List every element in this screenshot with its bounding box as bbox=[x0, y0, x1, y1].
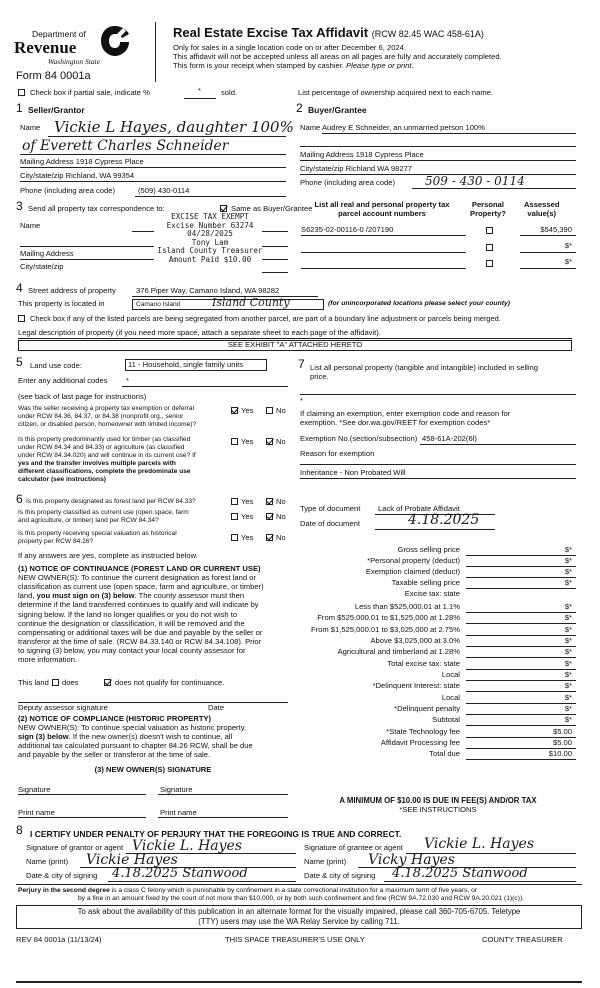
calc-value[interactable]: $* bbox=[564, 636, 572, 645]
page-title: Real Estate Excise Tax Affidavit (RCW 82.45 WAC 458-61A) bbox=[173, 25, 484, 40]
excise-exempt-stamp: EXCISE TAX EXEMPT Excise Number 63274 04/28/2025 Tony Lam Island County Treasurer Amount Paid $10.00 bbox=[157, 212, 263, 264]
personal-property-checkbox-2[interactable] bbox=[486, 244, 493, 251]
assessed-value-heading: Assessed value(s) bbox=[524, 200, 560, 219]
note-2: This affidavit will not be accepted unless all areas on all pages are fully and accurately completed. bbox=[173, 52, 502, 61]
see-instructions-note: (see back of last page for instructions) bbox=[18, 392, 147, 401]
reason-value[interactable]: Inheritance - Non Probated Will bbox=[300, 468, 406, 477]
personal-property-value[interactable]: * bbox=[300, 396, 303, 405]
doc-type-value[interactable]: Lack of Probate Affidavit bbox=[378, 504, 460, 513]
note-3: This form is your receipt when stamped by cashier. Please type or print. bbox=[173, 61, 414, 70]
calc-label: Exemption claimed (deduct) bbox=[365, 567, 460, 576]
calc-label: *State Technology fee bbox=[386, 727, 460, 736]
compliance-notice: (2) NOTICE OF COMPLIANCE (HISTORIC PROPERTY) NEW OWNER(S): To continue special valuation as historic property, sign (3) below. If the new owner(s) doesn't wish to continue, all additional tax calculated pursuant to chapter 84.26 RCW, shall be due and payable by the seller or transferor at the time of sale. bbox=[18, 714, 253, 760]
land-does-qualify-checkbox[interactable] bbox=[52, 679, 59, 686]
calc-value[interactable]: $* bbox=[564, 567, 572, 576]
deputy-date-label: Date bbox=[208, 703, 225, 712]
certify-heading: I CERTIFY UNDER PENALTY OF PERJURY THAT THE FOREGOING IS TRUE AND CORRECT. bbox=[30, 829, 402, 839]
exemption-no-checkbox[interactable] bbox=[266, 407, 273, 414]
historic-valuation-question: Is this property receiving special valuation as historical property per RCW 84.26? bbox=[18, 530, 177, 545]
buyer-heading: Buyer/Grantee bbox=[308, 105, 367, 115]
county-treasurer-label: COUNTY TREASURER bbox=[482, 935, 563, 944]
buyer-name-label: Name Audrey E Schneider, an unmarried person 100% bbox=[300, 123, 485, 132]
seller-address-label: Mailing Address 1918 Cypress Place bbox=[20, 157, 144, 166]
exemption-yes-checkbox[interactable] bbox=[231, 407, 238, 414]
personal-property-heading: Personal Property? bbox=[470, 200, 506, 219]
additional-codes-value[interactable]: * bbox=[126, 376, 129, 385]
seller-name-handwriting-1: Vickie L Hayes, daughter 100% bbox=[54, 118, 294, 136]
correspondence-name-label: Name bbox=[20, 221, 41, 230]
timber-no-checkbox[interactable] bbox=[266, 438, 273, 445]
doc-date-label: Date of document bbox=[300, 519, 360, 528]
grantee-name-handwriting: Vicky Hayes bbox=[368, 852, 455, 868]
historic-no-label: No bbox=[276, 533, 286, 542]
calc-label: *Delinquent penalty bbox=[394, 704, 460, 713]
calc-value[interactable]: $* bbox=[564, 578, 572, 587]
doc-date-handwriting: 4.18.2025 bbox=[408, 512, 480, 528]
grantor-signature-label: Signature of grantor or agent bbox=[26, 843, 124, 852]
segregation-label: Check box if any of the listed parcels are being segregated from another parcel, are part of a boundary line adjustment or parcels being merged. bbox=[30, 314, 501, 323]
grantee-date-handwriting: 4.18.2025 Stanwood bbox=[392, 866, 528, 881]
land-not-qualify-checkbox[interactable] bbox=[104, 679, 111, 686]
same-as-buyer-label: Same as Buyer/Grantee bbox=[231, 204, 313, 213]
street-address-value[interactable]: 376 Piper Way, Camano Island, WA 98282 bbox=[136, 286, 280, 295]
forest-land-question: Is this property designated as forest land per RCW 84.33? bbox=[26, 498, 196, 505]
calc-value[interactable]: $* bbox=[564, 670, 572, 679]
land-does-label: does bbox=[62, 678, 79, 687]
list-percentage-note: List percentage of ownership acquired next to each name. bbox=[298, 88, 494, 97]
calc-value[interactable]: $* bbox=[564, 602, 572, 611]
grantor-signature-handwriting: Vickie L. Hayes bbox=[132, 838, 243, 854]
land-use-label: Land use code: bbox=[30, 361, 82, 370]
calc-label: Agricultural and timberland at 1.28% bbox=[337, 647, 460, 656]
grantor-date-label: Date & city of signing bbox=[26, 871, 98, 880]
seller-name-handwriting-2: of Everett Charles Schneider bbox=[22, 138, 229, 154]
legal-description-label: Legal description of property (if you need more space, attach a separate sheet to each page of the affidavit). bbox=[18, 328, 381, 337]
dept-of-label: Department of bbox=[32, 29, 86, 39]
timber-agriculture-question: Is this property predominantly used for timber (as classified under RCW 84.34 and 84.33) or agriculture (as classified under RCW 84.34.020) and will continue in its current use? If yes and the transfer involves multiple parcels with different classifications, complete the predominate use calculator (see instructions) bbox=[18, 436, 196, 483]
section-4-number: 4 bbox=[16, 281, 23, 295]
calc-value[interactable]: $* bbox=[564, 715, 572, 724]
grantee-signature-handwriting: Vickie L. Hayes bbox=[424, 836, 535, 852]
calc-value[interactable]: $* bbox=[564, 704, 572, 713]
land-not-qualify-label: does not qualify for continuance. bbox=[115, 678, 225, 687]
section-5-number: 5 bbox=[16, 355, 23, 369]
buyer-address-label: Mailing Address 1918 Cypress Place bbox=[300, 150, 424, 159]
land-use-value: 11 - Household, single family units bbox=[128, 360, 244, 369]
section-8-number: 8 bbox=[16, 823, 23, 837]
seller-city-value[interactable]: Richland, WA 99354 bbox=[65, 171, 135, 180]
grantor-name-label: Name (print) bbox=[26, 857, 69, 866]
calc-label: Above $3,025,000 at 3.0% bbox=[370, 636, 460, 645]
calc-label: Local bbox=[441, 693, 460, 702]
current-use-yes-checkbox[interactable] bbox=[231, 513, 238, 520]
calc-value[interactable]: $* bbox=[564, 693, 572, 702]
note-1: Only for sales in a single location code on or after December 6, 2024. bbox=[173, 43, 407, 52]
timber-no-label: No bbox=[276, 437, 286, 446]
calc-label: Subtotal bbox=[432, 715, 460, 724]
calc-label: *Delinquent Interest: state bbox=[372, 681, 460, 690]
section-3-number: 3 bbox=[16, 199, 23, 213]
if-yes-note: If any answers are yes, complete as instructed below. bbox=[18, 551, 198, 560]
timber-yes-checkbox[interactable] bbox=[231, 438, 238, 445]
calc-label: Less than $525,000.01 at 1.1% bbox=[354, 602, 460, 611]
owner-print-label-1: Print name bbox=[18, 808, 55, 817]
segregation-checkbox[interactable] bbox=[18, 315, 25, 322]
grantor-name-handwriting: Vickie Hayes bbox=[86, 852, 178, 868]
calc-value[interactable]: $* bbox=[564, 625, 572, 634]
section-2-number: 2 bbox=[296, 101, 303, 115]
correspondence-label: Send all property tax correspondence to: bbox=[28, 204, 165, 213]
legal-description-value: SEE EXHIBIT "A" ATTACHED HERETO bbox=[227, 340, 363, 349]
alternate-format-line-2: (TTY) users may use the WA Relay Service by calling 711. bbox=[198, 917, 400, 926]
seller-heading: Seller/Grantor bbox=[28, 105, 85, 115]
claiming-exemption-note: If claiming an exemption, enter exemption code and reason for exemption. *See dor.wa.gov/REET for exemption codes* bbox=[300, 409, 511, 428]
buyer-phone-handwriting: 509 - 430 - 0114 bbox=[425, 174, 525, 188]
deputy-assessor-label: Deputy assessor signature bbox=[18, 703, 108, 712]
exemption-deferral-question: Was the seller receiving a property tax exemption or deferral under RCW 84.36, 84.37, or 84.38 (nonprofit org., senior citizen, or disabled person, homeowner with limited income)? bbox=[18, 405, 197, 428]
location-label: This property is located in bbox=[18, 299, 105, 308]
calc-value[interactable]: $* bbox=[564, 545, 572, 554]
location-handwriting: Island County bbox=[212, 296, 290, 309]
personal-property-checkbox-1[interactable] bbox=[486, 227, 493, 234]
historic-yes-label: Yes bbox=[241, 533, 254, 542]
treasurer-use-label: THIS SPACE TREASURER'S USE ONLY bbox=[225, 935, 365, 944]
timber-yes-label: Yes bbox=[241, 437, 254, 446]
reason-label: Reason for exemption bbox=[300, 449, 375, 458]
owner-signature-label-1: Signature bbox=[18, 785, 51, 794]
partial-sale-value: * bbox=[198, 86, 201, 95]
forest-yes-checkbox[interactable] bbox=[231, 498, 238, 505]
grantee-signature-label: Signature of grantee or agent bbox=[304, 843, 403, 852]
continuance-notice: (1) NOTICE OF CONTINUANCE (FOREST LAND OR CURRENT USE) NEW OWNER(S): To continue the current designation as forest land or classification as current use (open space, farm and agriculture, or timber) land, you must sign on (3) below. The county assessor must then determine if the land transferred continues to qualify and will indicate by signing below. If the land no longer qualifies or you do not wish to continue the designation or classification, it will be removed and the compensating or additional taxes will be due and payable by the seller or transferor at the time of sale. (RCW 84.33.140 or RCW 84.34.108). Prior to signing (3) below, you may contact your local county assessor for more information. bbox=[18, 564, 264, 665]
perjury-line-2: by a fine in an amount fixed by the court of not more than $10,000, or by both such confinement and fine (RCW 9A.72.030 and RCW 9A.20.021 (1)(c)). bbox=[77, 895, 525, 902]
exemption-number-value[interactable]: 458-61A-202(6l) bbox=[422, 434, 477, 443]
partial-sold-label: sold. bbox=[221, 88, 238, 97]
calc-label: Local bbox=[441, 670, 460, 679]
current-use-no-label: No bbox=[276, 512, 286, 521]
personal-property-label: List all personal property (tangible and intangible) included in selling price. bbox=[310, 363, 538, 382]
calc-label: Taxable selling price bbox=[391, 578, 460, 587]
new-owner-signature-heading: (3) NEW OWNER(S) SIGNATURE bbox=[94, 765, 212, 774]
current-use-no-checkbox[interactable] bbox=[266, 513, 273, 520]
owner-signature-label-2: Signature bbox=[160, 785, 193, 794]
seller-phone-label: Phone (including area code) bbox=[20, 186, 115, 195]
revenue-logo-text: Revenue bbox=[14, 38, 77, 57]
buyer-name-value[interactable]: Audrey E Schneider, an unmarried person 100% bbox=[321, 123, 485, 132]
calc-label: Affidavit Processing fee bbox=[380, 738, 460, 747]
exemption-yes-label: Yes bbox=[241, 406, 254, 415]
calc-value[interactable]: $5.00 bbox=[552, 738, 572, 747]
calc-value[interactable]: $10.00 bbox=[548, 749, 572, 758]
see-instructions-link[interactable]: *SEE INSTRUCTIONS bbox=[399, 805, 477, 814]
grantee-date-label: Date & city of signing bbox=[304, 871, 376, 880]
calc-label: Excise tax: state bbox=[404, 589, 460, 598]
calc-value[interactable]: $* bbox=[564, 659, 572, 668]
forest-no-label: No bbox=[276, 497, 286, 506]
seller-name-label: Name bbox=[20, 123, 41, 132]
correspondence-address-label: Mailing Address bbox=[20, 249, 74, 258]
forest-yes-label: Yes bbox=[241, 497, 254, 506]
form-number: Form 84 0001a bbox=[16, 70, 91, 82]
assessed-value-3[interactable]: $* bbox=[564, 257, 572, 266]
grantee-name-label: Name (print) bbox=[304, 857, 347, 866]
perjury-line-1: Perjury in the second degree is a class C felony which is punishable by confinement in a state correctional institution for a maximum term of five years, or bbox=[18, 887, 478, 894]
correspondence-city-label: City/state/zip bbox=[20, 262, 64, 271]
seller-city-label: City/state/zip Richland, WA 99354 bbox=[20, 171, 135, 180]
exemption-no-label: No bbox=[276, 406, 286, 415]
partial-sale-label: Check box if partial sale, indicate % bbox=[30, 88, 150, 97]
historic-no-checkbox[interactable] bbox=[266, 534, 273, 541]
washington-state-label: Washington State bbox=[48, 57, 101, 66]
calc-label: From $525,000.01 to $1,525,000 at 1.28% bbox=[317, 613, 460, 622]
calc-label: Gross selling price bbox=[397, 545, 460, 554]
doc-type-label: Type of document bbox=[300, 504, 361, 513]
seller-address-value[interactable]: 1918 Cypress Place bbox=[75, 157, 144, 166]
minimum-due-note: A MINIMUM OF $10.00 IS DUE IN FEE(S) AND/OR TAX bbox=[339, 796, 537, 805]
grantor-date-handwriting: 4.18.2025 Stanwood bbox=[112, 866, 248, 881]
location-select-value: Camano Island bbox=[136, 301, 181, 308]
calc-value[interactable]: $* bbox=[564, 613, 572, 622]
historic-yes-checkbox[interactable] bbox=[231, 534, 238, 541]
owner-print-label-2: Print name bbox=[160, 808, 197, 817]
buyer-address-value[interactable]: 1918 Cypress Place bbox=[355, 150, 424, 159]
street-address-label: Street address of property bbox=[28, 286, 116, 295]
additional-codes-label: Enter any additional codes bbox=[18, 376, 108, 385]
calc-value[interactable]: $* bbox=[564, 556, 572, 565]
buyer-city-value[interactable]: Richland WA 98277 bbox=[345, 164, 413, 173]
section-1-number: 1 bbox=[16, 101, 23, 115]
calc-value[interactable]: $* bbox=[564, 681, 572, 690]
partial-sale-checkbox[interactable] bbox=[18, 89, 25, 96]
buyer-phone-label: Phone (including area code) bbox=[300, 178, 395, 187]
dor-logo-icon bbox=[100, 24, 130, 58]
current-use-yes-label: Yes bbox=[241, 512, 254, 521]
location-note: (for unincorporated locations please select your county) bbox=[328, 300, 511, 307]
calc-value[interactable]: $* bbox=[564, 647, 572, 656]
assessed-value-2[interactable]: $* bbox=[564, 241, 572, 250]
section-6-number: 6 bbox=[16, 492, 23, 506]
personal-property-checkbox-3[interactable] bbox=[486, 260, 493, 267]
alternate-format-line-1: To ask about the availability of this publication in an alternate format for the visually impaired, please call 360-705-6705. Teletype bbox=[77, 907, 521, 916]
exemption-number-label: Exemption No.(section/subsection) bbox=[300, 434, 418, 443]
calc-label: From $1,525,000.01 to $3,025,000 at 2.75% bbox=[310, 625, 460, 634]
buyer-city-label: City/state/zip Richland WA 98277 bbox=[300, 164, 413, 173]
current-use-question: Is this property classified as current use (open space, farm and agriculture, or timber) land per RCW 84.34? bbox=[18, 509, 189, 524]
calc-label: Total due bbox=[429, 749, 460, 758]
calc-label: Total excise tax: state bbox=[387, 659, 460, 668]
forest-no-checkbox[interactable] bbox=[266, 498, 273, 505]
calc-value[interactable]: $5.00 bbox=[552, 727, 572, 736]
revision-number: REV 84 0001a (11/13/24) bbox=[16, 935, 102, 944]
section-7-number: 7 bbox=[298, 357, 305, 371]
parcel-number-1[interactable]: S6235-02-00116-0 /207190 bbox=[301, 225, 394, 234]
seller-phone-value[interactable]: (509) 430-0114 bbox=[138, 186, 190, 195]
this-land-label: This land bbox=[18, 678, 49, 687]
same-as-buyer-checkbox[interactable] bbox=[220, 205, 227, 212]
calc-label: *Personal property (deduct) bbox=[367, 556, 460, 565]
parcel-list-heading: List all real and personal property tax parcel account numbers bbox=[314, 200, 450, 219]
assessed-value-1[interactable]: $545,390 bbox=[540, 225, 572, 234]
